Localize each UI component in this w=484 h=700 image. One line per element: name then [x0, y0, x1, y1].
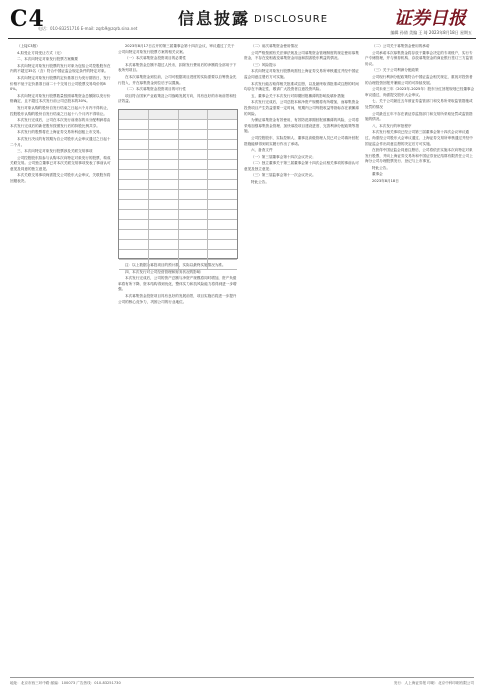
header-rule	[8, 38, 476, 39]
paragraph: 特此公告。	[372, 165, 390, 170]
paragraph: 本次向特定对象发行股票尚需经上海证券交易所审核通过并经中国证监会同意注册后方可实施。	[244, 69, 359, 79]
table-row	[119, 200, 237, 210]
paragraph: 本次发行相关事项已经公司第三届董事会第十四次会议审议通过，尚需经公司股东大会审议通过、上海证券交易所审核通过并经中国证监会作出同意注册的决定后方可实施。	[365, 130, 473, 146]
table-header-row	[119, 110, 237, 120]
paragraph: 七、关于公司最近五年被证券监管部门和交易所采取监管措施或处罚的情况	[365, 99, 473, 109]
column-3	[244, 44, 359, 672]
paragraph: 2023年8月18日	[372, 179, 399, 184]
paragraph: 公司最近五年不存在被证券监管部门和交易所采取处罚或监管措施的情况。	[365, 111, 473, 122]
paragraph: 公司承诺本次募集资金将存放于董事会决定的专项账户，实行专户专储管理，并与保荐机构、存放募集资金的商业银行签订三方监管协议。	[365, 50, 473, 66]
table-row	[119, 160, 237, 170]
paragraph: 公司控股股东、实际控制人、董事及高级管理人员已对公司填补回报措施能够得到切实履行作出了承诺。	[244, 135, 359, 146]
page-header	[0, 0, 484, 40]
paragraph: 五、董事会关于本次发行对即期回报摊薄的影响及填补措施	[251, 93, 345, 98]
paragraph: 四、本次发行对公司经营管理和财务状况的影响	[125, 269, 201, 274]
column-1	[10, 44, 112, 672]
paragraph: 2023年8月17日召开的第三届董事会第十四次会议，审议通过了关于公司向特定对象发行股票方案的相关议案。	[118, 44, 235, 54]
paragraph: 4.拟受让方同受让方式（无）	[17, 50, 64, 55]
paragraph: （三）关于公司利润分配政策	[372, 68, 419, 73]
paragraph: 本次发行能否取得相关批准或注册，以及最终取得批准或注册的时间均存在不确定性，敬请广大投资者注意投资风险。	[244, 81, 359, 92]
paragraph: 在获得中国证监会同意注册后，公司将依法实施本次向特定对象发行股票，并向上海证券交易所和中国证券登记结算有限责任公司上海分公司办理股票发行、登记与上市事宜。	[365, 148, 473, 164]
column-4	[365, 44, 475, 672]
table-row	[119, 140, 237, 150]
paragraph: 本次向特定对象发行股票数量按照募集资金总额除以发行价格确定，且不超过本次发行前公司总股本的30%。	[10, 93, 111, 104]
paragraph: 六、备查文件	[251, 148, 273, 153]
footer-right: 发行：人上海证券报 印刷：北京中科印刷有限公司	[393, 681, 474, 685]
table-row	[119, 230, 237, 240]
table-row	[119, 170, 237, 180]
paragraph: （一）本次募集资金投资项目的必要性	[125, 56, 187, 61]
paragraph: 本次募集资金投资项目具有良好的发展前景，项目实施后将进一步提升公司的核心竞争力，巩固公司的行业地位。	[118, 293, 237, 304]
table-row	[119, 210, 237, 220]
paragraph: 本次向特定对象发行股票的发行对象为包括公司控股股东在内的不超过35名（含）符合中国证监会规定条件的特定对象。	[10, 63, 111, 74]
table-row	[119, 150, 237, 160]
paragraph: 本次发行完成后，公司的资产总额与净资产规模将同时增加，资产负债率将有所下降，资本结构得到优化，整体实力和抗风险能力将得到进一步增强。	[118, 276, 237, 292]
section-title	[178, 6, 328, 29]
table-row	[119, 120, 237, 130]
table-row	[119, 130, 237, 140]
paragraph: 八、本次发行的审批程序	[372, 123, 412, 128]
footer-left: 地址：北京市西三环中路 邮编：100073 广告热线：010-83251730	[10, 681, 121, 685]
paragraph: （二）独立董事关于第三届董事会第十四次会议相关事项的事前认可意见及独立意见；	[244, 161, 359, 171]
paragraph: （三）第三届监事会第十一次会议决议。	[251, 173, 316, 178]
newspaper-logo: 证券日报	[394, 8, 466, 29]
paragraph: 三、本次向特定对象发行股票涉及关联交易事项	[17, 149, 93, 154]
paragraph: 公司控股股东拟参与认购本次向特定对象发行的股票，构成关联交易。公司独立董事已对本次关联交易事项发表了事前认可意见及同意的独立意见。	[10, 155, 111, 171]
paragraph: 在本次募集资金到位前，公司可根据项目进度的实际需要以自筹资金先行投入，并在募集资金到位后予以置换。	[118, 74, 237, 85]
paragraph: 项目符合国家产业政策及公司战略发展方向，具有良好的市场前景和经济效益。	[118, 93, 237, 104]
paragraph: 公司严格按照有关法律法规及公司募集资金管理制度的规定使用募集资金，不存在变相改变募集资金用途和损害股东利益的情况。	[244, 50, 359, 61]
paragraph: 本次募集资金总额不超过人民币，扣除发行费用后的净额将全部用于下表所列项目。	[118, 62, 237, 73]
paragraph: （二）前次募集资金使用情况	[251, 44, 298, 48]
table-row	[119, 220, 237, 230]
paragraph: 公司现行利润分配政策符合中国证监会相关规定，重视对投资者的合理投资回报并兼顾公司的可持续发展。	[365, 74, 473, 85]
paragraph: 为保证募集资金有效使用，有效防范即期回报被摊薄的风险，公司将采取加强募集资金管理、加快募投项目建设进度、完善利润分配政策等措施。	[244, 118, 359, 134]
column-2	[118, 44, 238, 672]
page-footer	[10, 677, 474, 694]
paragraph: 公司未来三年（2023年-2025年）股东分红回报规划已经董事会审议通过，尚需提交股东大会审议。	[365, 87, 475, 97]
table-row	[119, 240, 237, 250]
table-row	[119, 190, 237, 200]
paragraph: 本次向特定对象发行股票的定价基准日为发行期首日，发行价格不低于定价基准日前二十个交易日公司股票交易均价的80%。	[10, 75, 111, 92]
table-row	[119, 180, 237, 190]
edition-line: 编辑 孙倩 美编 王 琦 2023年8月18日 星期五	[390, 30, 472, 35]
table-row	[119, 260, 237, 270]
paragraph: 特此公告。	[251, 180, 269, 185]
contact-line: 电话：010-83251716 E-mail: zqrb9@zqrb.sina.net	[38, 26, 138, 31]
page-number: C4	[10, 6, 45, 32]
section-title-cn: 信息披露	[178, 9, 251, 28]
paragraph: （二）本次募集资金投资项目的可行性	[125, 87, 187, 92]
table-row	[119, 250, 237, 260]
paragraph: （二）公司关于募集资金使用的承诺	[372, 44, 430, 48]
paragraph: （三）风险提示	[251, 62, 277, 67]
paragraph: 董事会	[372, 172, 383, 177]
paragraph: 本次发行完成后，公司在本次发行前滚存的未分配利润将由本次发行完成后的新老股东按照发行后的持股比例共享。	[10, 118, 111, 128]
paragraph: 本次发行的股票将在上海证券交易所科创板上市交易。	[17, 130, 104, 135]
paragraph: 注：以上数据为募投项目的预计数，实际以最终实施情况为准。	[125, 262, 226, 267]
paragraph: 本次发行完成后，公司总股本和净资产规模将有所增加，而募集资金投资项目产生效益需要一定时间，短期内公司每股收益等指标存在被摊薄的风险。	[244, 100, 359, 116]
project-table	[118, 109, 238, 259]
paragraph: （一）第三届董事会第十四次会议决议；	[251, 154, 316, 159]
paragraph: 二、本次向特定对象发行股票方案概要	[17, 57, 79, 62]
paragraph: （上接C3版）	[17, 44, 40, 48]
paragraph: 本次关联交易事项尚需提交公司股东大会审议，关联股东将回避表决。	[10, 173, 111, 184]
section-title-en: DISCLOSURE	[254, 14, 329, 25]
paragraph: 本次发行决议的有效期为自公司股东大会审议通过之日起十二个月。	[10, 136, 111, 147]
paragraph: 发行对象认购的股份自发行结束之日起六个月内不得转让，控股股东认购的股份自发行结束之日起十八个月内不得转让。	[10, 105, 111, 116]
